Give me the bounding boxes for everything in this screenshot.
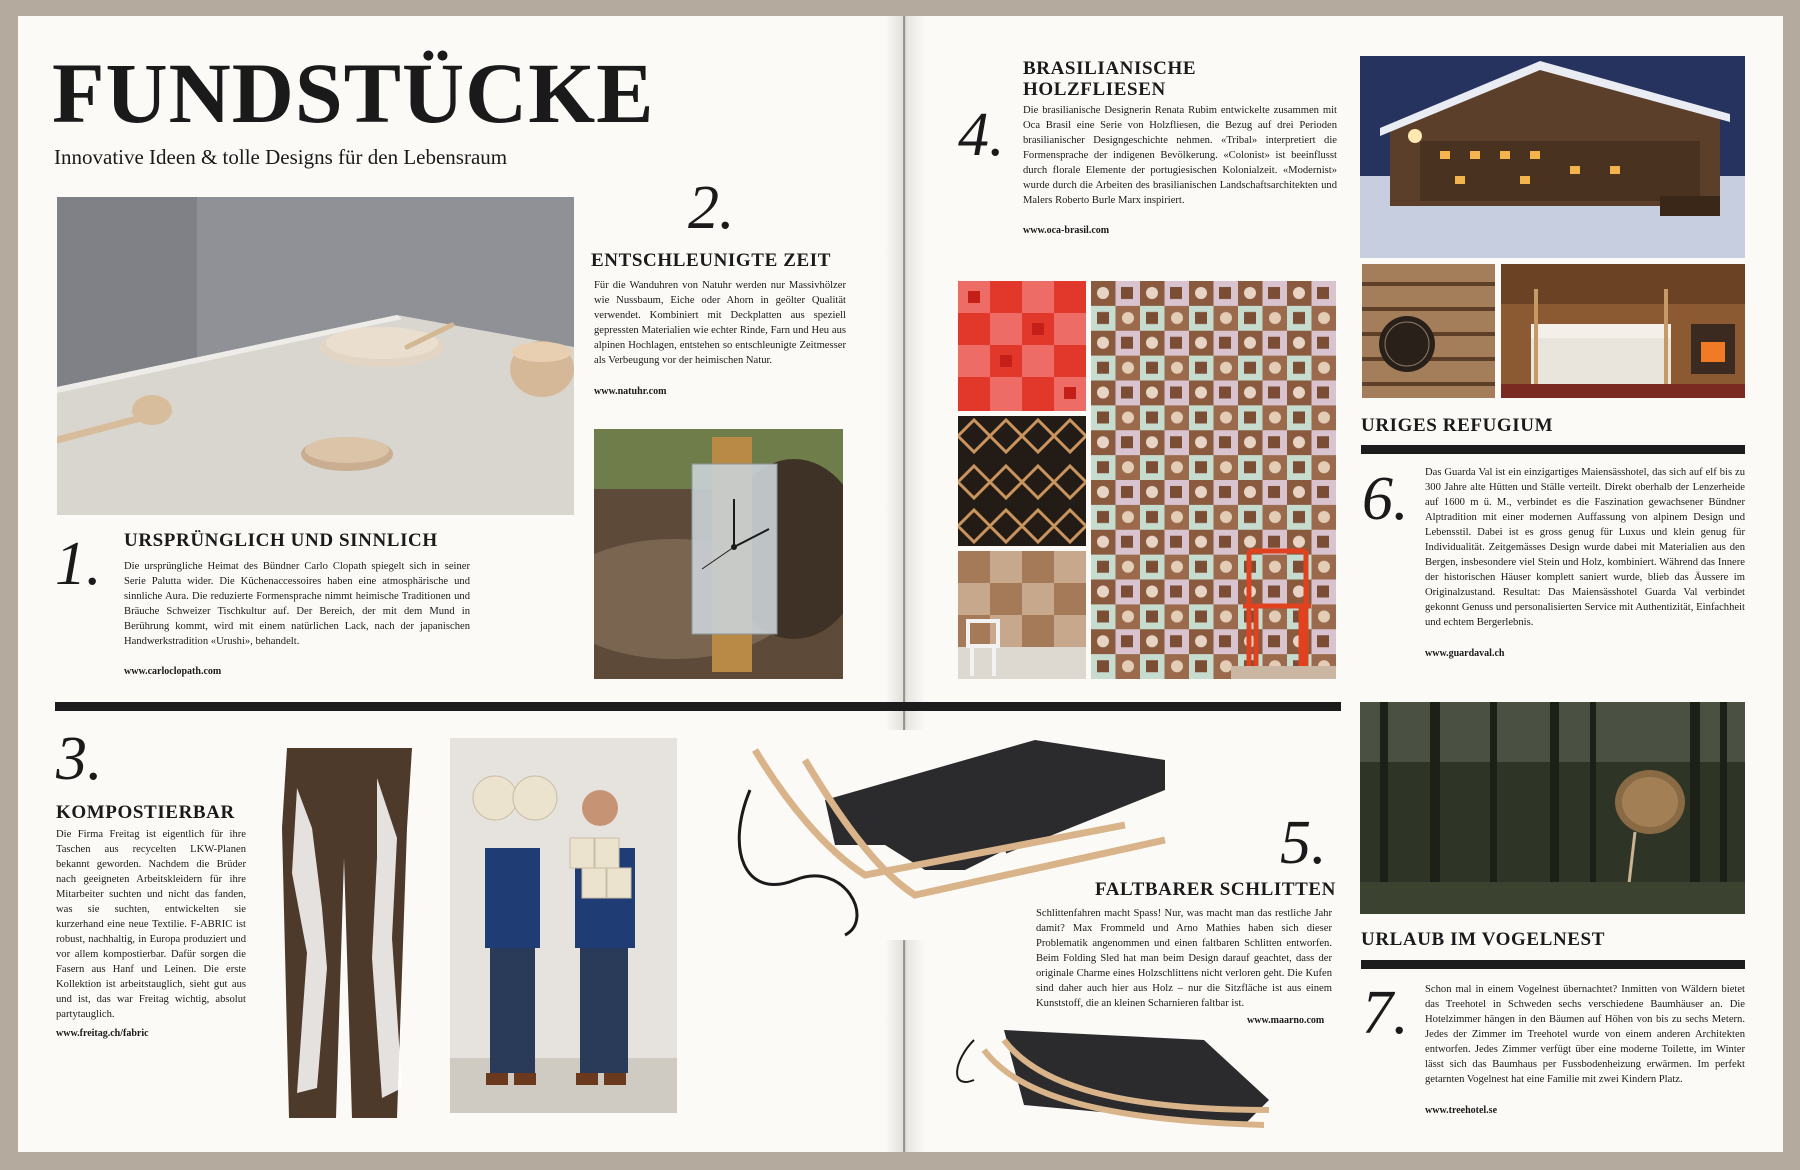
- gutter-shadow: [885, 16, 925, 1152]
- tile-wall-photo: [1091, 281, 1336, 679]
- dark-tiles-photo: [958, 416, 1086, 546]
- article-5-number: 5.: [1280, 809, 1327, 877]
- section-divider: [55, 702, 1341, 711]
- article-3-body: Die Firma Freitag ist eigentlich für ihre Taschen aus recycelten LKW-Planen bekannt geworden. Nachdem die Brüder nach geeigneten Arbeitskleidern für ihre Mitarbeiter suchten und nicht das fanden, was sie suchten, entwickelten sie kurzerhand eine neue Textilie. F-ABRIC ist robust, nachhaltig, in Europa produziert und vor allem kompostierbar. Dafür sorgen die Fasern aus Hanf und Leinen. Die erste Kollektion ist arbeitstauglich, sieht gut aus und ist, das war Freitag wichtig, absolut partytauglich.: [56, 829, 246, 1020]
- article-2-body: Für die Wanduhren von Natuhr werden nur Massivhölzer wie Nussbaum, Eiche oder Ahorn in geölter Qualität verwendet. Kombiniert mit Deckplatten aus speziell gepressten Materialien wie echter Rinde, Farn und Heu aus alpinen Hochlagen, entstehen so entschleunigte Zeitmesser als Verbeugung vor der heimischen Natur.: [594, 280, 846, 366]
- wall-clock-photo: [594, 429, 843, 679]
- article-5-link[interactable]: www.maarno.com: [1247, 1015, 1325, 1026]
- article-6-rule: [1361, 445, 1745, 454]
- tribal-tiles-photo: [958, 281, 1086, 411]
- article-1-link[interactable]: www.carloclopath.com: [124, 666, 222, 677]
- article-4-body: Die brasilianische Designerin Renata Rubim entwickelte zusammen mit Oca Brasil eine Serie von Holzfliesen, die Bezug auf drei Perioden brasilianischer Designgeschichte nehmen. «Tribal» interpretiert die Formensprache der indigenen Bevölkerung. «Colonist» ist beeinflusst durch florale Elemente der portugiesischen Kolonialzeit. «Modernist» wurde durch die Arbeiten des brasilianischen Landschaftsarchitekten und Malers Roberto Burle Marx inspiriert.: [1023, 105, 1337, 206]
- article-7-rule: [1361, 960, 1745, 969]
- article-2-link[interactable]: www.natuhr.com: [594, 386, 667, 397]
- article-3-link[interactable]: www.freitag.ch/fabric: [56, 1028, 149, 1039]
- article-1-heading: URSPRÜNGLICH UND SINNLICH: [124, 530, 438, 551]
- article-7-link[interactable]: www.treehotel.se: [1425, 1105, 1498, 1116]
- folded-sled-photo: [944, 1010, 1274, 1140]
- article-5-body: Schlittenfahren macht Spass! Nur, was macht man das restliche Jahr damit? Max Frommeld und Arno Mathies haben sich dieser Problematik angenommen und einen faltbaren Schlitten entworfen. Beim Folding Sled hat man beim Design darauf geachtet, dass der originale Charme eines Holzschlittens nicht verloren geht. Die Kufen sind daher auch hier aus Holz – nur die Sitzfläche ist aus einem Kunststoff, die an kleinen Scharnieren faltbar ist.: [1036, 908, 1332, 1009]
- mountain-hotel-photo: [1360, 56, 1745, 258]
- compostable-trousers-photo: [257, 738, 442, 1128]
- article-6-number: 6.: [1362, 465, 1409, 533]
- article-4-link[interactable]: www.oca-brasil.com: [1023, 225, 1110, 236]
- article-4-heading: BRASILIANISCHE HOLZFLIESEN: [1023, 58, 1197, 100]
- bird-nest-treehouse-photo: [1360, 702, 1745, 914]
- tableware-photo: [57, 197, 574, 515]
- log-cabin-sign-photo: [1362, 264, 1495, 398]
- article-2-heading: ENTSCHLEUNIGTE ZEIT: [591, 250, 832, 271]
- article-3-heading: KOMPOSTIERBAR: [56, 802, 235, 823]
- article-6-body: Das Guarda Val ist ein einzigartiges Maiensässhotel, das sich auf elf bis zu 300 Jahre alte Hütten und Ställe verteilt. Direkt oberhalb der Lenzerheide auf 1600 m ü. M., verbindet es die Faszination gewachsener Bündner Alptradition mit einer modernen Auffassung von alpinem Design und Lebensstil. Dabei ist es gross genug für Luxus und klein genug für Individualität. Zeitgemässes Design wurde dabei mit Materialien aus den Bergen, insbesondere viel Stein und Holz, kombiniert. Während das Innere der historischen Häuser komplett saniert wurde, blieb das Äussere im Originalzustand. Resultat: Das Maiensässhotel Guarda Val verbindet gekonnt Genuss und personalisierten Service mit Authentizität, Einfachheit und echtem Bergerlebnis.: [1425, 467, 1745, 628]
- page-subtitle: Innovative Ideen & tolle Designs für den Lebensraum: [54, 145, 508, 169]
- floral-tiles-chair-photo: [958, 551, 1086, 679]
- article-1-number: 1.: [55, 530, 102, 598]
- article-2-number: 2.: [688, 174, 735, 242]
- article-4-number: 4.: [958, 101, 1005, 169]
- hotel-bedroom-photo: [1501, 264, 1745, 398]
- freitag-brothers-photo: [450, 738, 677, 1113]
- article-7-heading: URLAUB IM VOGELNEST: [1361, 929, 1605, 950]
- article-1-body: Die ursprüngliche Heimat des Bündner Carlo Clopath spiegelt sich in seiner Serie Palutta wider. Die Küchenaccessoires haben eine atmosphärische und sinnliche Aura. Die reduzierte Formensprache nimmt heimische Traditionen und Bräuche Schweizer Tischkultur auf. Der Bereich, der mit dem Mund in Berührung kommt, wird mit einem natürlichen Lack, nach der japanischen Handwerkstradition «Urushi», behandelt.: [124, 561, 470, 647]
- article-6-link[interactable]: www.guardaval.ch: [1425, 648, 1505, 659]
- article-7-body: Schon mal in einem Vogelnest übernachtet? Inmitten von Wäldern bietet das Treehotel in Schweden sechs verschiedene Baumhäuser an. Die Hotelzimmer hängen in den Bäumen auf Höhen von bis zu sechs Metern. Jedes der Zimmer im Treehotel wurde von einem anderen Architekten entworfen. Jedes Zimmer verfügt über eine moderne Toilette, im Winter lässt sich das Baumhaus per Fussbodenheizung erwärmen. Im perfekt getarnten Vogelnest hat eine Familie mit zwei Kindern Platz.: [1425, 984, 1745, 1085]
- article-6-heading: URIGES REFUGIUM: [1361, 415, 1554, 436]
- page-title: FUNDSTÜCKE: [52, 45, 655, 141]
- article-7-number: 7.: [1362, 979, 1409, 1047]
- article-3-number: 3.: [56, 725, 103, 793]
- article-5-heading: FALTBARER SCHLITTEN: [1094, 879, 1336, 900]
